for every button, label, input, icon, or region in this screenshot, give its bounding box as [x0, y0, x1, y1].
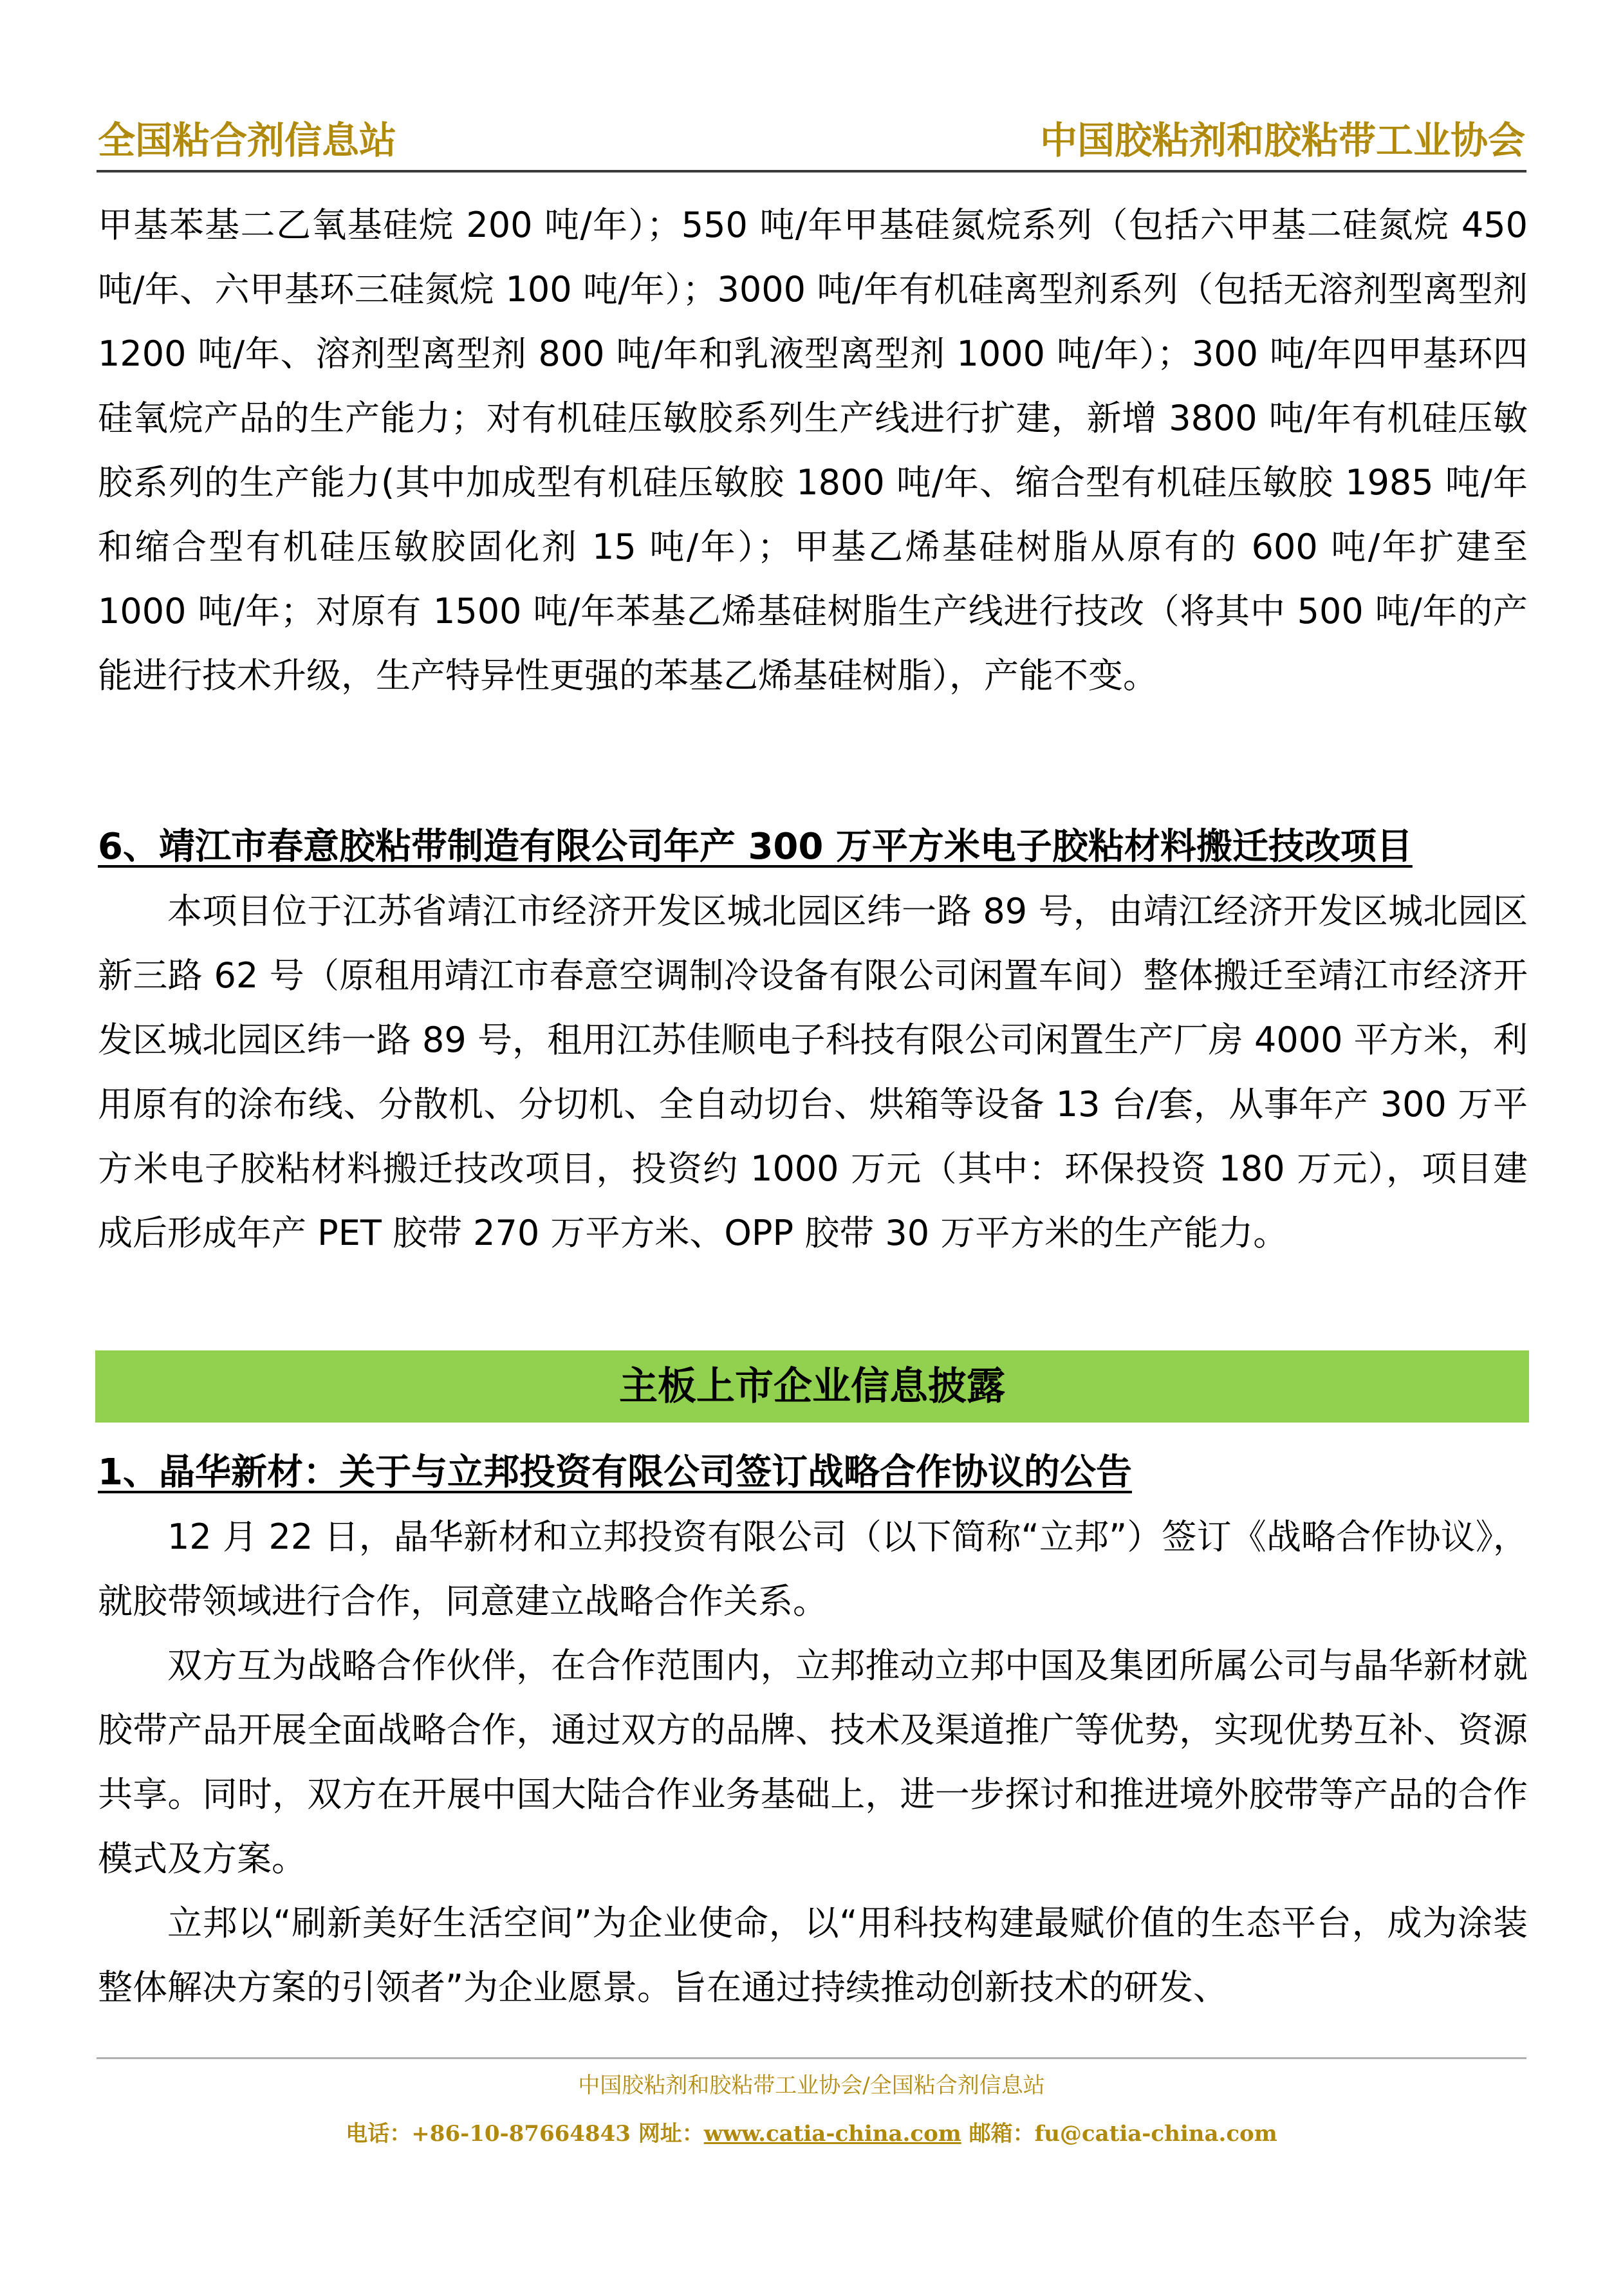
continuation-paragraph: 甲基苯基二乙氧基硅烷 200 吨/年）；550 吨/年甲基硅氮烷系列（包括六甲基二硅氮烷 450 吨/年、六甲基环三硅氮烷 100 吨/年）；3000 吨/年有机硅离型剂系列（包括无溶剂型离型剂 1200 吨/年、溶剂型离型剂 800 吨/年和乳液型离型剂 1000 吨/年）；300 吨/年四甲基环四硅氧烷产品的生产能力；对有机硅压敏胶系列生产线进行扩建，新增 3800 吨/年有机硅压敏胶系列的生产能力(其中加成型有机硅压敏胶 1800 吨/年、缩合型有机硅压敏胶 1985 吨/年和缩合型有机硅压敏胶固化剂 15 吨/年）；甲基乙烯基硅树脂从原有的 600 吨/年扩建至 1000 吨/年；对原有 1500 吨/年苯基乙烯基硅树脂生产线进行技改（将其中 500 吨/年的产能进行技术升级，生产特异性更强的苯基乙烯基硅树脂），产能不变。	[98, 205, 1528, 696]
header-site-title: 全国粘合剂信息站	[98, 118, 397, 162]
section-6-heading: 6、靖江市春意胶粘带制造有限公司年产 300 万平方米电子胶粘材料搬迁技改项目	[98, 826, 1413, 868]
section-6-paragraph: 本项目位于江苏省靖江市经济开发区城北园区纬一路 89 号，由靖江经济开发区城北园区新三路 62 号（原租用靖江市春意空调制冷设备有限公司闲置车间）整体搬迁至靖江市经济开发区城北园区纬一路 89 号，租用江苏佳顺电子科技有限公司闲置生产厂房 4000 平方米，利用原有的涂布线、分散机、分切机、全自动切台、烘箱等设备 13 台/套，从事年产 300 万平方米电子胶粘材料搬迁技改项目，投资约 1000 万元（其中：环保投资 180 万元），项目建成后形成年产 PET 胶带 270 万平方米、OPP 胶带 30 万平方米的生产能力。	[98, 891, 1528, 1253]
section-banner: 主板上市企业信息披露	[95, 1350, 1529, 1423]
section-1-paragraph-2: 双方互为战略合作伙伴，在合作范围内，立邦推动立邦中国及集团所属公司与晶华新材就胶带产品开展全面战略合作，通过双方的品牌、技术及渠道推广等优势，实现优势互补、资源共享。同时，双方在开展中国大陆合作业务基础上，进一步探讨和推进境外胶带等产品的合作模式及方案。	[98, 1645, 1528, 1879]
header-association-title: 中国胶粘剂和胶粘带工业协会	[1039, 118, 1525, 162]
header-divider	[97, 170, 1526, 173]
footer-website-link[interactable]: www.catia-china.com	[703, 2121, 961, 2147]
footer-contact	[0, 2114, 1623, 2153]
footer-email: 邮箱：fu@catia-china.com	[961, 2121, 1277, 2147]
footer-organization: 中国胶粘剂和胶粘带工业协会/全国粘合剂信息站	[578, 2073, 1045, 2098]
footer-divider	[97, 2057, 1526, 2059]
section-1-heading: 1、晶华新材：关于与立邦投资有限公司签订战略合作协议的公告	[98, 1451, 1132, 1493]
section-1-paragraph-3: 立邦以“刷新美好生活空间”为企业使命，以“用科技构建最赋价值的生态平台，成为涂装整体解决方案的引领者”为企业愿景。旨在通过持续推动创新技术的研发、	[98, 1903, 1528, 2008]
section-1-paragraph-1: 12 月 22 日，晶华新材和立邦投资有限公司（以下简称“立邦”）签订《战略合作协议》，就胶带领域进行合作，同意建立战略合作关系。	[98, 1517, 1528, 1621]
footer-phone: 电话：+86-10-87664843 网址：	[346, 2121, 704, 2147]
